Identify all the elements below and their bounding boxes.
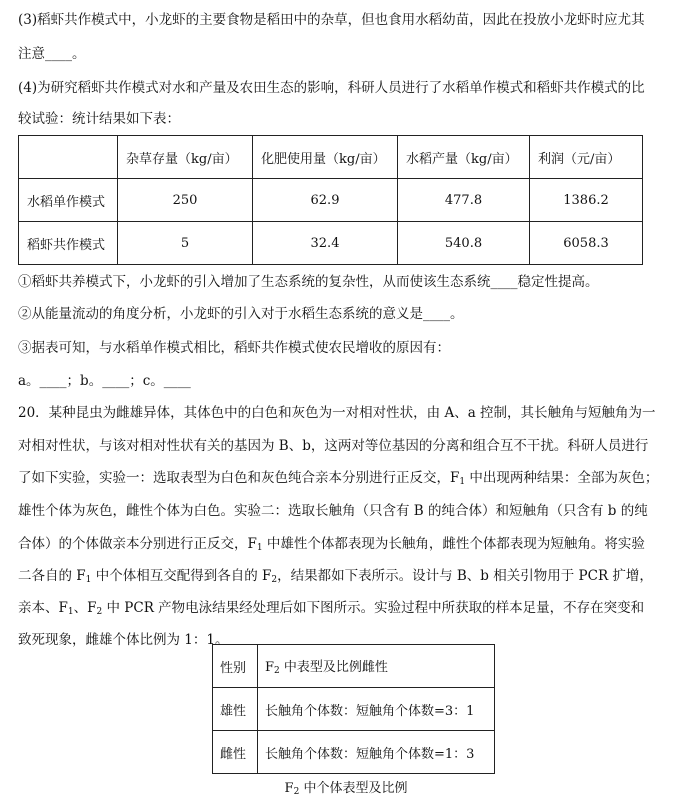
header-text: F — [265, 660, 275, 675]
table-cell: 雌性 — [213, 731, 258, 774]
table-cell: 62.9 — [253, 179, 398, 222]
table-cell: 水稻单作模式 — [19, 179, 118, 222]
header-text: 中表型及比例雌性 — [279, 660, 388, 675]
comparison-table — [18, 135, 643, 265]
subscript: 2 — [271, 575, 278, 585]
table-cell: 1386.2 — [530, 179, 643, 222]
table-row — [19, 222, 643, 265]
q19-part4-line2: 较试验：统计结果如下表： — [18, 111, 180, 127]
table-header-cell: 化肥使用量（kg/亩） — [253, 136, 398, 179]
subscript: 2 — [96, 607, 103, 617]
table-cell: 540.8 — [398, 222, 530, 265]
table-header-cell: 利润（元/亩） — [530, 136, 643, 179]
q20-text: 二各自的 F — [18, 568, 86, 584]
q20-line1: 20．某种昆虫为雌雄异体，其体色中的白色和灰色为一对相对性状，由 A、a 控制，其长触角与短触角为一 — [18, 405, 656, 421]
f2-phenotype-table — [212, 644, 495, 774]
q20-line7 — [18, 599, 644, 621]
q20-text: 中个体相互交配得到各自的 F — [91, 568, 272, 584]
subscript: 2 — [274, 666, 280, 676]
q19-sub3: ③据表可知，与水稻单作模式相比，稻虾共作模式使农民增收的原因有： — [18, 340, 450, 356]
subscript: 1 — [459, 477, 466, 487]
table-header-row — [19, 136, 643, 179]
table-cell: 6058.3 — [530, 222, 643, 265]
table-header-cell — [19, 136, 118, 179]
table-header-row — [213, 645, 495, 688]
q19-sub3-blanks: a。____；b。____；c。____ — [18, 373, 191, 389]
q20-text: 、F — [73, 600, 97, 616]
table-header-cell: 杂草存量（kg/亩） — [118, 136, 253, 179]
q19-part3-line1: (3)稻虾共作模式中，小龙虾的主要食物是稻田中的杂草，但也食用水稻幼苗，因此在投放小龙虾时应尤其 — [18, 12, 645, 28]
q19-part3-line2: 注意____。 — [18, 46, 86, 62]
q20-line3 — [18, 469, 658, 491]
table-cell: 477.8 — [398, 179, 530, 222]
subscript: 1 — [85, 575, 92, 585]
q20-line8: 致死现象，雌雄个体比例为 1：1。 — [18, 632, 229, 648]
q19-sub2: ②从能量流动的角度分析，小龙虾的引入对于水稻生态系统的意义是____。 — [18, 306, 464, 322]
q20-line5 — [18, 535, 645, 557]
table-caption — [0, 777, 692, 797]
subscript: 1 — [67, 607, 74, 617]
q20-text: 合体）的个体做亲本分别进行正反交，F — [18, 536, 257, 552]
q20-text: 了如下实验，实验一：选取表型为白色和灰色纯合亲本分别进行正反交，F — [18, 470, 460, 486]
q20-line2: 对相对性状，与该对相对性状有关的基因为 B、b，这两对等位基因的分离和组合互不干扰。科研人员进行 — [18, 438, 649, 454]
table-row — [213, 731, 495, 774]
caption-text: F — [284, 781, 294, 796]
table-cell: 长触角个体数：短触角个体数=3：1 — [258, 688, 495, 731]
q20-line4: 雄性个体为灰色，雌性个体为白色。实验二：选取长触角（只含有 B 的纯合体）和短触角（只含有 b 的纯 — [18, 503, 648, 519]
table-header-cell: 性别 — [213, 645, 258, 688]
table-header-cell — [258, 645, 495, 688]
table-row — [19, 179, 643, 222]
subscript: 1 — [256, 543, 263, 553]
q20-text: ，结果都如下表所示。设计与 B、b 相关引物用于 PCR 扩增， — [277, 568, 653, 584]
subscript: 2 — [293, 787, 300, 797]
q20-text: 亲本、F — [18, 600, 68, 616]
table-row — [213, 688, 495, 731]
q19-part4-line1: (4)为研究稻虾共作模式对水和产量及农田生态的影响，科研人员进行了水稻单作模式和稻虾共作模式的比 — [18, 80, 645, 96]
q20-text: 中 PCR 产物电泳结果经处理后如下图所示。实验过程中所获取的样本足量，不存在突变和 — [102, 600, 645, 616]
q20-line6 — [18, 567, 653, 589]
q20-text: 中出现两种结果：全部为灰色； — [465, 470, 659, 486]
table-cell: 长触角个体数：短触角个体数=1：3 — [258, 731, 495, 774]
table-header-cell: 水稻产量（kg/亩） — [398, 136, 530, 179]
table-cell: 稻虾共作模式 — [19, 222, 118, 265]
table-cell: 250 — [118, 179, 253, 222]
caption-text: 中个体表型及比例 — [299, 781, 408, 796]
table-cell: 32.4 — [253, 222, 398, 265]
q19-sub1: ①稻虾共养模式下，小龙虾的引入增加了生态系统的复杂性，从而使该生态系统____稳定性提高。 — [18, 274, 599, 290]
table-cell: 5 — [118, 222, 253, 265]
q20-text: 中雄性个体都表现为长触角，雌性个体都表现为短触角。将实验 — [262, 536, 645, 552]
table-cell: 雄性 — [213, 688, 258, 731]
